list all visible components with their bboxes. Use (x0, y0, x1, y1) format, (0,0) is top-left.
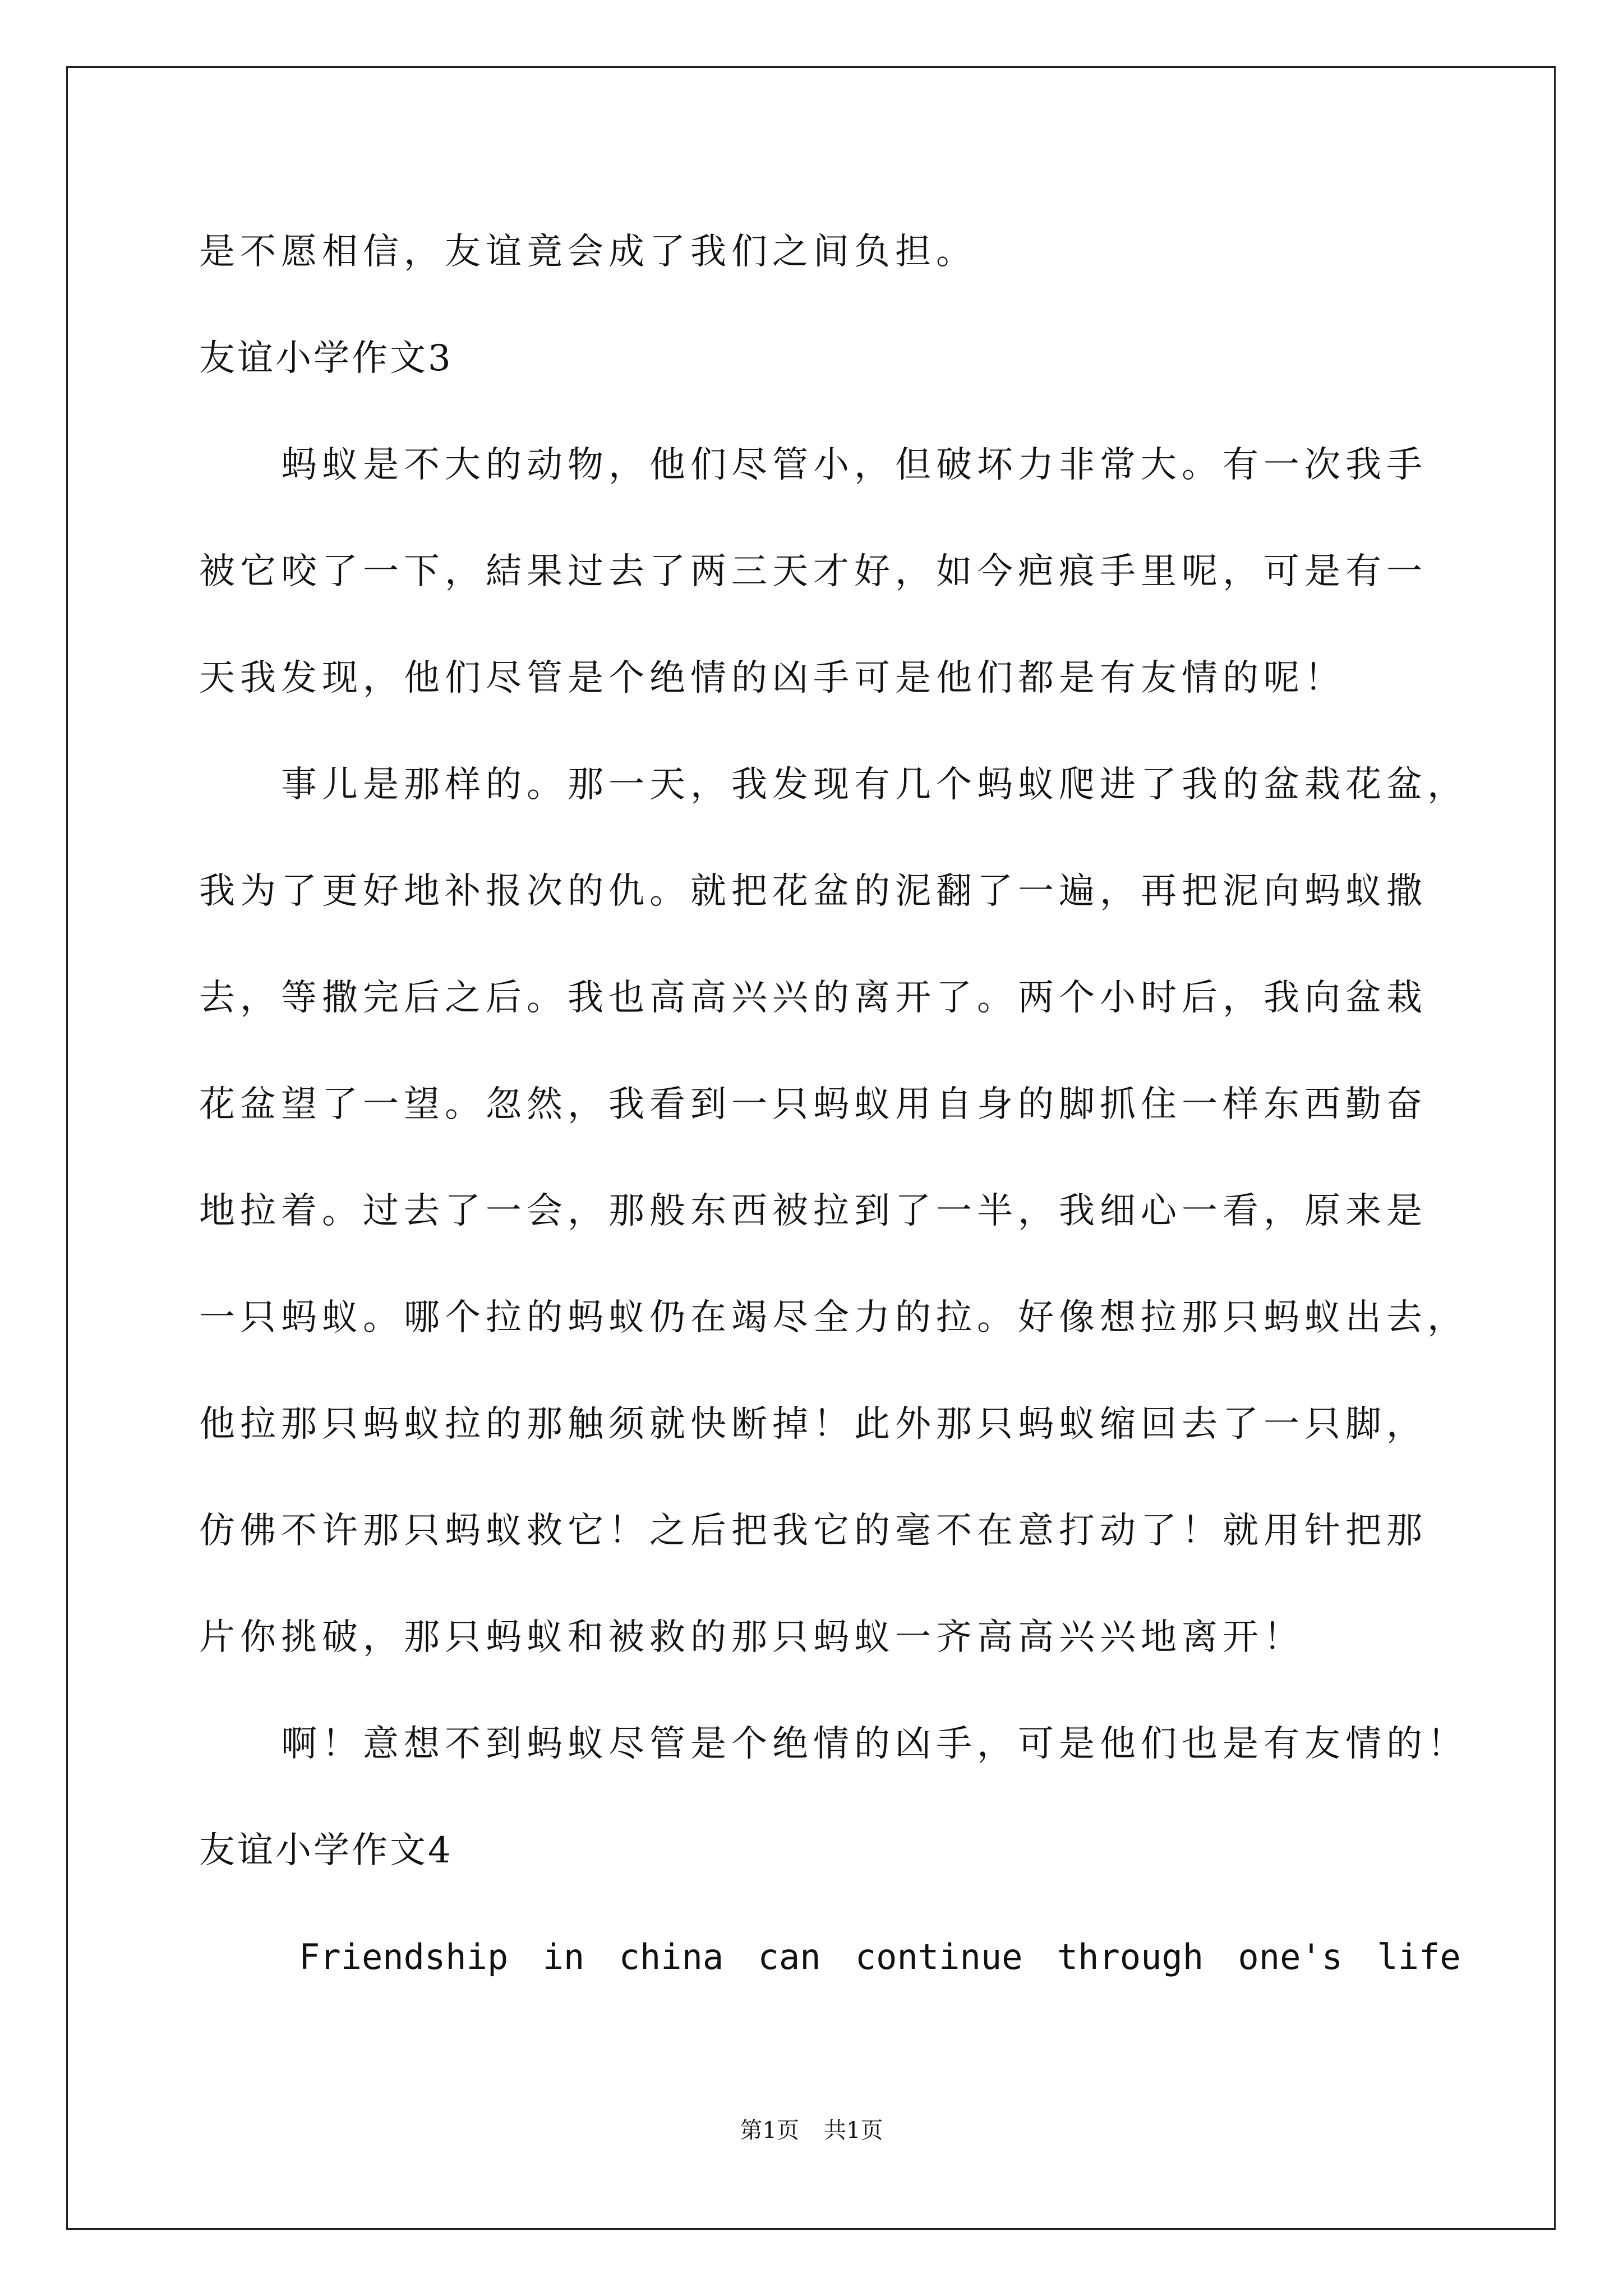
page-footer (0, 2114, 1623, 2147)
section-heading: 友谊小学作文3 (199, 338, 453, 379)
english-paragraph-line: Friendship in china can continue through one's life (299, 1936, 1461, 1977)
page-number: 第1页 (740, 2118, 799, 2143)
paragraph-line: 片你挑破，那只蚂蚁和被救的那只蚂蚁一齐高高兴兴地离开！ (199, 1617, 1304, 1658)
paragraph-line: 啊！意想不到蚂蚁尽管是个绝情的凶手，可是他们也是有友情的！ (281, 1723, 1468, 1765)
paragraph-line: 蚂蚁是不大的动物，他们尽管小，但破坏力非常大。有一次我手 (281, 444, 1427, 486)
paragraph-line: 仿佛不许那只蚂蚁救它！之后把我它的毫不在意打动了！就用针把那 (199, 1510, 1427, 1552)
paragraph-line: 事儿是那样的。那一天，我发现有几个蚂蚁爬进了我的盆栽花盆， (281, 764, 1468, 806)
paragraph-line: 去，等撒完后之后。我也高高兴兴的离开了。两个小时后，我向盆栽 (199, 977, 1427, 1019)
paragraph-line: 他拉那只蚂蚁拉的那触须就快断掉！此外那只蚂蚁缩回去了一只脚， (199, 1404, 1427, 1445)
paragraph-line: 一只蚂蚁。哪个拉的蚂蚁仍在竭尽全力的拉。好像想拉那只蚂蚁出去， (199, 1297, 1468, 1338)
paragraph-line: 是不愿相信，友谊竟会成了我们之间负担。 (199, 231, 977, 273)
section-heading: 友谊小学作文4 (199, 1830, 453, 1871)
paragraph-line: 花盆望了一望。忽然，我看到一只蚂蚁用自身的脚抓住一样东西勤奋 (199, 1084, 1427, 1125)
paragraph-line: 我为了更好地补报次的仇。就把花盆的泥翻了一遍，再把泥向蚂蚁撒 (199, 871, 1427, 912)
paragraph-line: 被它咬了一下，結果过去了两三天才好，如今疤痕手里呢，可是有一 (199, 551, 1427, 592)
page-border (66, 66, 1556, 2230)
paragraph-line: 地拉着。过去了一会，那般东西被拉到了一半，我细心一看，原来是 (199, 1190, 1427, 1232)
paragraph-line: 天我发现，他们尽管是个绝情的凶手可是他们都是有友情的呢！ (199, 657, 1345, 699)
page-total: 共1页 (824, 2118, 883, 2143)
